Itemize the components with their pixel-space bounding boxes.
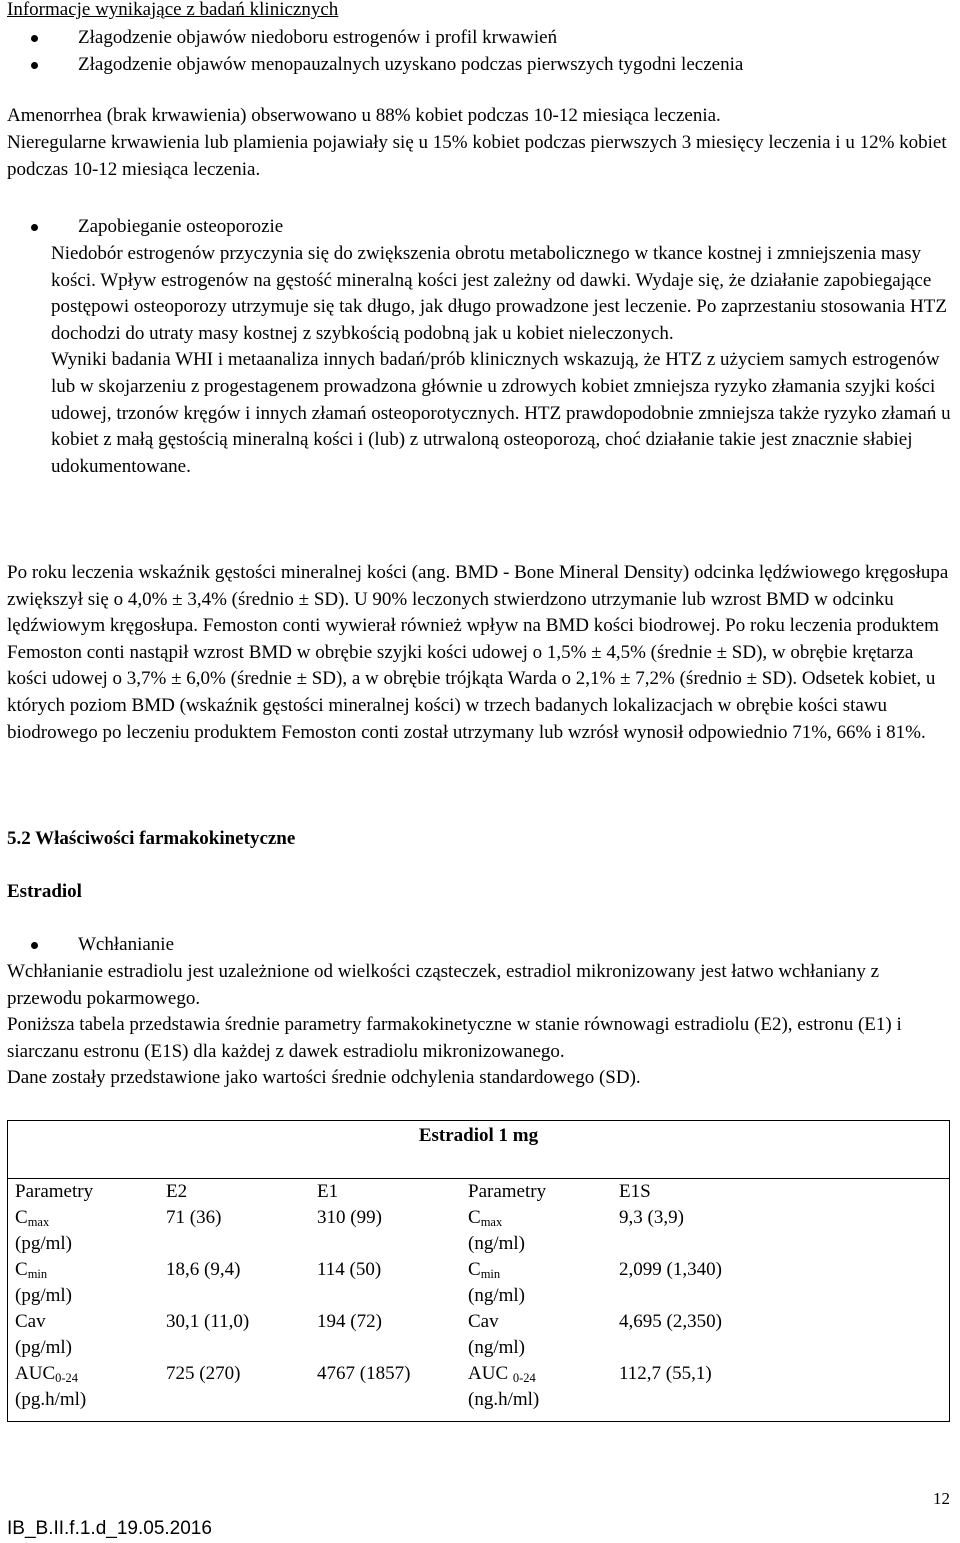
- section-heading-clinical: Informacje wynikające z badań klinicznych: [7, 0, 339, 20]
- document-id-footer: IB_B.II.f.1.d_19.05.2016: [7, 1518, 212, 1539]
- table-cell: 725 (270): [166, 1363, 241, 1384]
- param-unit: (pg/ml): [15, 1337, 72, 1358]
- list-item: Zapobieganie osteoporozie: [7, 214, 953, 241]
- param-name: C: [468, 1207, 481, 1228]
- param-subscript: max: [27, 1215, 50, 1229]
- table-row: [8, 1257, 949, 1309]
- paragraph-absorption-3: Dane zostały przedstawione jako wartości średnie odchylenia standardowego (SD).: [7, 1067, 641, 1089]
- param-unit: (ng/ml): [468, 1285, 525, 1306]
- column-header: E1S: [619, 1181, 651, 1202]
- absorption-bullet-list: [7, 932, 953, 959]
- top-bullet-list: [7, 25, 953, 78]
- list-item: Złagodzenie objawów niedoboru estrogenów i profil krwawień: [7, 25, 953, 52]
- param-unit: (ng.h/ml): [468, 1389, 540, 1410]
- list-item: Wchłanianie: [7, 932, 953, 959]
- table-cell: 114 (50): [317, 1259, 382, 1280]
- table-cell: 194 (72): [317, 1311, 382, 1332]
- page-number: 12: [933, 1489, 950, 1508]
- table-cell: 18,6 (9,4): [166, 1259, 241, 1280]
- param-name: C: [15, 1207, 28, 1228]
- subheading-estradiol: Estradiol: [7, 881, 82, 902]
- param-name: Cav: [15, 1311, 46, 1332]
- param-subscript: min: [27, 1267, 48, 1281]
- paragraph-bmd: Po roku leczenia wskaźnik gęstości mineralnej kości (ang. BMD - Bone Mineral Density) odcinka lędźwiowego kręgosłupa zwiększył się o 4,0% ± 3,4% (średnio ± SD). U 90% leczonych stwierdzono utrzymanie lub wzrost BMD w odcinku lędźwiowym kręgosłupa. Femoston conti wywierał również wpływ na BMD kości biodrowej. Po roku leczenia produktem Femoston conti nastąpił wzrost BMD w obrębie szyjki kości udowej o 1,5% ± 4,5% (średnie ± SD), w obrębie krętarza kości udowej o 3,7% ± 6,0% (średnie ± SD), a w obrębie trójkąta Warda o 2,1% ± 7,2% (średnio ± SD). Odsetek kobiet, u których poziom BMD (wskaźnik gęstości mineralnej kości) w trzech badanych lokalizacjach w obrębie kości stawu biodrowego po leczeniu produktem Femoston conti został utrzymany lub wzrósł wynosił odpowiednio 71%, 66% i 81%.: [7, 562, 949, 743]
- param-name: AUC: [468, 1363, 513, 1384]
- column-header: E2: [166, 1181, 188, 1202]
- param-subscript: 0-24: [512, 1371, 536, 1385]
- column-header: Parametry: [15, 1181, 94, 1202]
- paragraph-absorption-2: Poniższa tabela przedstawia średnie parametry farmakokinetyczne w stanie równowagi estradiolu (E2), estronu (E1) i siarczanu estronu (E1S) dla każdej z dawek estradiolu mikronizowanego.: [7, 1014, 902, 1062]
- param-name: AUC: [15, 1363, 56, 1384]
- table-row: [8, 1309, 949, 1361]
- list-item: Złagodzenie objawów menopauzalnych uzyskano podczas pierwszych tygodni leczenia: [7, 52, 953, 79]
- param-unit: (pg.h/ml): [15, 1389, 87, 1410]
- param-name: C: [468, 1259, 481, 1280]
- param-name: Cav: [468, 1311, 499, 1332]
- table-row: [8, 1205, 949, 1257]
- section-heading-pharmacokinetics: 5.2 Właściwości farmakokinetyczne: [7, 828, 296, 849]
- paragraph-amenorrhea: Amenorrhea (brak krwawienia) obserwowano u 88% kobiet podczas 10-12 miesiąca leczenia.: [7, 105, 721, 126]
- table-cell: 4,695 (2,350): [619, 1311, 722, 1332]
- param-unit: (ng/ml): [468, 1337, 525, 1358]
- osteo-bullet-list: [7, 214, 953, 241]
- table-cell: 9,3 (3,9): [619, 1207, 684, 1228]
- table-cell: 71 (36): [166, 1207, 222, 1228]
- table-cell: 310 (99): [317, 1207, 382, 1228]
- table-cell: 4767 (1857): [317, 1363, 411, 1384]
- table-title: Estradiol 1 mg: [8, 1121, 950, 1179]
- table-cell: 2,099 (1,340): [619, 1259, 722, 1280]
- table-cell: 112,7 (55,1): [619, 1363, 712, 1384]
- param-unit: (pg/ml): [15, 1233, 72, 1254]
- column-header: E1: [317, 1181, 339, 1202]
- absorption-block: [7, 959, 953, 1092]
- param-subscript: min: [480, 1267, 501, 1281]
- param-name: C: [15, 1259, 28, 1280]
- param-unit: (pg/ml): [15, 1285, 72, 1306]
- param-subscript: max: [480, 1215, 503, 1229]
- column-header: Parametry: [468, 1181, 547, 1202]
- table-cell: 30,1 (11,0): [166, 1311, 250, 1332]
- paragraph-osteo-2: Wyniki badania WHI i metaanaliza innych badań/prób klinicznych wskazują, że HTZ z użyciem samych estrogenów lub w skojarzeniu z progestagenem prowadzona głównie u zdrowych kobiet zmniejsza ryzyko złamania szyjki kości udowej, trzonów kręgów i innych złamań osteoporotycznych. HTZ prawdopodobnie zmniejsza także ryzyko złamań u kobiet z małą gęstością mineralną kości i (lub) z utrwaloną osteoporozą, choć działanie takie jest znacznie słabiej udokumentowane.: [51, 349, 951, 477]
- pk-parameters-table: [7, 1120, 950, 1422]
- table-row: [8, 1361, 949, 1421]
- param-unit: (ng/ml): [468, 1233, 525, 1254]
- osteo-block: [51, 241, 956, 480]
- paragraph-osteo-1: Niedobór estrogenów przyczynia się do zwiększenia obrotu metabolicznego w tkance kostnej i zmniejszenia masy kości. Wpływ estrogenów na gęstość mineralną kości jest zależny od dawki. Wydaje się, że działanie zapobiegające postępowi osteoporozy utrzymuje się tak długo, jak długo prowadzone jest leczenie. Po zaprzestaniu stosowania HTZ dochodzi do utraty masy kostnej z szybkością podobną jak u kobiet nieleczonych.: [51, 243, 947, 344]
- paragraph-absorption-1: Wchłanianie estradiolu jest uzależnione od wielkości cząsteczek, estradiol mikronizowany jest łatwo wchłaniany z przewodu pokarmowego.: [7, 961, 880, 1009]
- table-header-row: [8, 1179, 949, 1205]
- param-subscript: 0-24: [55, 1371, 79, 1385]
- paragraph-irregular-bleeding: Nieregularne krwawienia lub plamienia pojawiały się u 15% kobiet podczas pierwszych 3 miesięcy leczenia i u 12% kobiet podczas 10-12 miesiąca leczenia.: [7, 132, 947, 180]
